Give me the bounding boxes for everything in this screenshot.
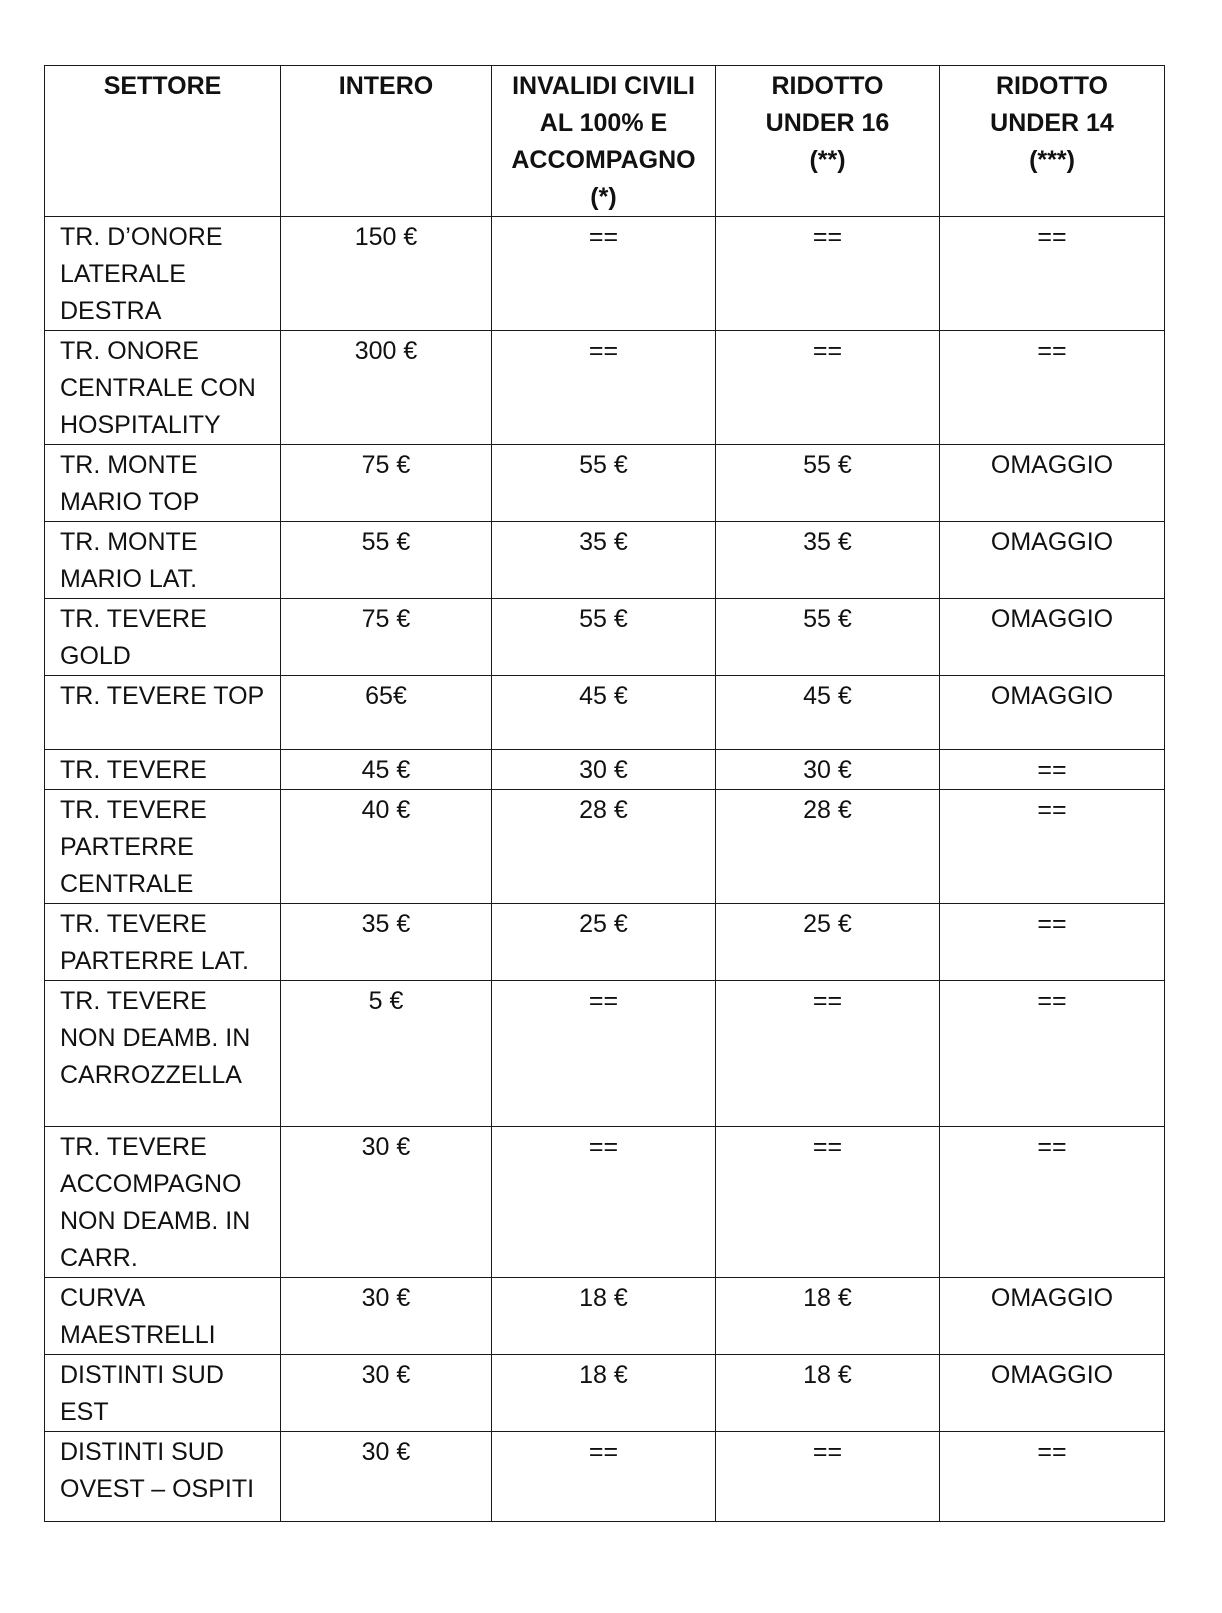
intero-cell: 30 € <box>281 1355 492 1432</box>
invalidi-cell: 55 € <box>492 445 716 522</box>
under14-cell: == <box>940 1127 1165 1278</box>
intero-cell: 75 € <box>281 445 492 522</box>
under16-cell: 55 € <box>716 599 940 676</box>
invalidi-cell: 45 € <box>492 676 716 750</box>
sector-cell: DISTINTI SUD OVEST – OSPITI <box>45 1432 281 1522</box>
header-ridotto-under-14: RIDOTTO UNDER 14 (***) <box>940 66 1165 217</box>
invalidi-cell: == <box>492 981 716 1127</box>
sector-cell: TR. D’ONORE LATERALE DESTRA <box>45 217 281 331</box>
sector-cell: TR. TEVERE ACCOMPAGNO NON DEAMB. IN CARR. <box>45 1127 281 1278</box>
intero-cell: 45 € <box>281 750 492 790</box>
under16-cell: 25 € <box>716 904 940 981</box>
sector-cell: TR. TEVERE NON DEAMB. IN CARROZZELLA <box>45 981 281 1127</box>
header-row <box>45 66 1165 217</box>
under14-cell: OMAGGIO <box>940 1278 1165 1355</box>
under16-cell: 28 € <box>716 790 940 904</box>
sector-cell: TR. MONTE MARIO TOP <box>45 445 281 522</box>
under14-cell: == <box>940 981 1165 1127</box>
table-row <box>45 217 1165 331</box>
table-row <box>45 1355 1165 1432</box>
intero-cell: 30 € <box>281 1278 492 1355</box>
invalidi-cell: == <box>492 331 716 445</box>
intero-cell: 150 € <box>281 217 492 331</box>
sector-cell: TR. TEVERE GOLD <box>45 599 281 676</box>
table-row <box>45 904 1165 981</box>
under16-cell: 18 € <box>716 1278 940 1355</box>
intero-cell: 75 € <box>281 599 492 676</box>
intero-cell: 300 € <box>281 331 492 445</box>
table-row <box>45 981 1165 1127</box>
under14-cell: OMAGGIO <box>940 676 1165 750</box>
under16-cell: 18 € <box>716 1355 940 1432</box>
under16-cell: 30 € <box>716 750 940 790</box>
sector-cell: TR. TEVERE PARTERRE LAT. <box>45 904 281 981</box>
ticket-price-table <box>44 65 1165 1522</box>
invalidi-cell: == <box>492 217 716 331</box>
sector-cell: TR. MONTE MARIO LAT. <box>45 522 281 599</box>
sector-cell: CURVA MAESTRELLI <box>45 1278 281 1355</box>
intero-cell: 5 € <box>281 981 492 1127</box>
sector-cell: TR. ONORE CENTRALE CON HOSPITALITY <box>45 331 281 445</box>
under14-cell: == <box>940 750 1165 790</box>
intero-cell: 40 € <box>281 790 492 904</box>
invalidi-cell: 55 € <box>492 599 716 676</box>
table-row <box>45 750 1165 790</box>
intero-cell: 65€ <box>281 676 492 750</box>
intero-cell: 30 € <box>281 1127 492 1278</box>
under16-cell: == <box>716 217 940 331</box>
table-body <box>45 217 1165 1522</box>
intero-cell: 55 € <box>281 522 492 599</box>
invalidi-cell: 28 € <box>492 790 716 904</box>
invalidi-cell: 18 € <box>492 1278 716 1355</box>
header-ridotto-under-16: RIDOTTO UNDER 16 (**) <box>716 66 940 217</box>
sector-cell: TR. TEVERE TOP <box>45 676 281 750</box>
intero-cell: 35 € <box>281 904 492 981</box>
header-invalidi-civili: INVALIDI CIVILI AL 100% E ACCOMPAGNO (*) <box>492 66 716 217</box>
invalidi-cell: 25 € <box>492 904 716 981</box>
sector-cell: DISTINTI SUD EST <box>45 1355 281 1432</box>
under14-cell: == <box>940 1432 1165 1522</box>
under16-cell: 45 € <box>716 676 940 750</box>
under16-cell: == <box>716 331 940 445</box>
table-row <box>45 676 1165 750</box>
under14-cell: OMAGGIO <box>940 599 1165 676</box>
under16-cell: == <box>716 1432 940 1522</box>
invalidi-cell: == <box>492 1432 716 1522</box>
sector-cell: TR. TEVERE PARTERRE CENTRALE <box>45 790 281 904</box>
table-row <box>45 1432 1165 1522</box>
under16-cell: 35 € <box>716 522 940 599</box>
table-row <box>45 522 1165 599</box>
under16-cell: 55 € <box>716 445 940 522</box>
invalidi-cell: 35 € <box>492 522 716 599</box>
table-row <box>45 331 1165 445</box>
header-intero: INTERO <box>281 66 492 217</box>
under14-cell: == <box>940 790 1165 904</box>
under14-cell: OMAGGIO <box>940 445 1165 522</box>
table-row <box>45 1127 1165 1278</box>
under14-cell: == <box>940 331 1165 445</box>
table-row <box>45 445 1165 522</box>
intero-cell: 30 € <box>281 1432 492 1522</box>
invalidi-cell: 18 € <box>492 1355 716 1432</box>
table-row <box>45 599 1165 676</box>
table-row <box>45 790 1165 904</box>
under14-cell: == <box>940 904 1165 981</box>
table-row <box>45 1278 1165 1355</box>
under16-cell: == <box>716 1127 940 1278</box>
under14-cell: OMAGGIO <box>940 522 1165 599</box>
under14-cell: == <box>940 217 1165 331</box>
under14-cell: OMAGGIO <box>940 1355 1165 1432</box>
sector-cell: TR. TEVERE <box>45 750 281 790</box>
under16-cell: == <box>716 981 940 1127</box>
invalidi-cell: 30 € <box>492 750 716 790</box>
invalidi-cell: == <box>492 1127 716 1278</box>
header-settore: SETTORE <box>45 66 281 217</box>
